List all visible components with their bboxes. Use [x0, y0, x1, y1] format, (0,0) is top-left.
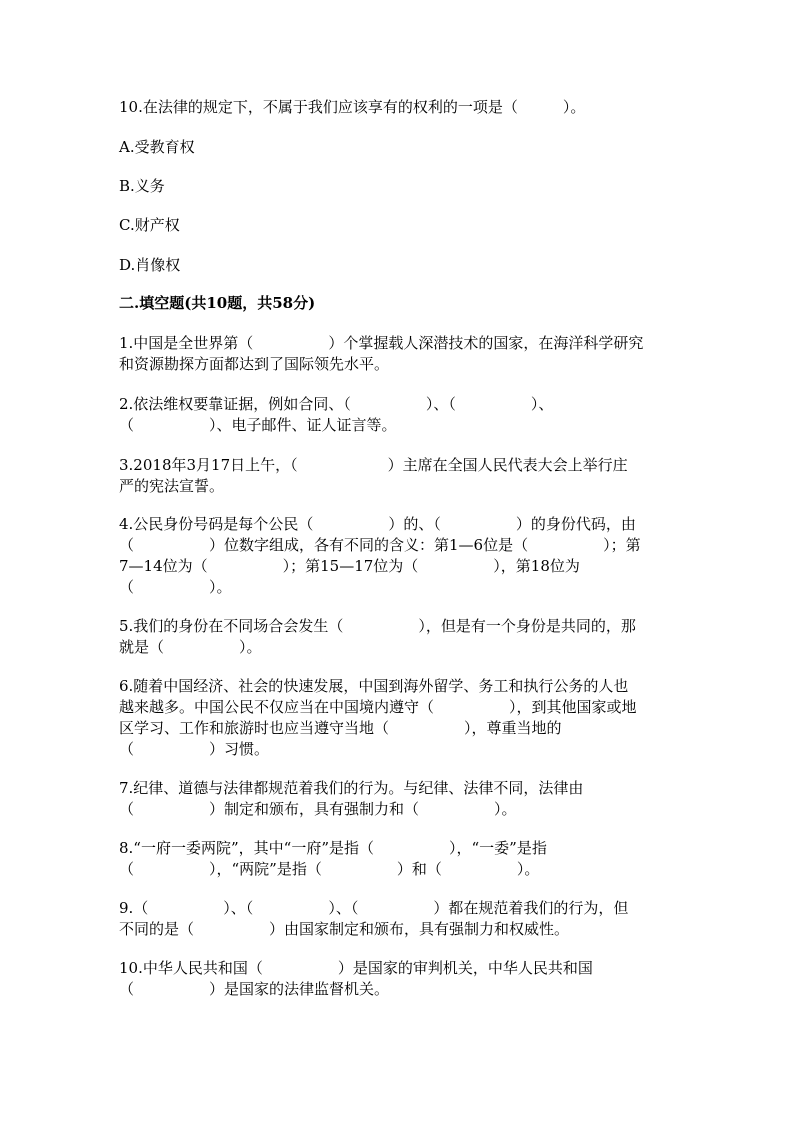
q5-line1: 5.我们的身份在不同场合会发生（ ），但是有一个身份是共同的，那 [119, 617, 636, 635]
q5-line2: 就是（ ）。 [119, 638, 262, 656]
q4-line2: （ ）位数字组成，各有不同的含义：第1—6位是（ ）；第 [119, 536, 641, 554]
q1-line1: 1.中国是全世界第（ ）个掌握载人深潜技术的国家，在海洋科学研究 [119, 334, 644, 352]
q8-line1: 8.“一府一委两院”，其中“一府”是指（ ），“一委”是指 [119, 839, 547, 857]
q4-line1: 4.公民身份号码是每个公民（ ）的、（ ）的身份代码，由 [119, 515, 636, 533]
q7-line2: （ ）制定和颁布，具有强制力和（ ）。 [119, 800, 517, 818]
q9-line1: 9.（ ）、（ ）、（ ）都在规范着我们的行为，但 [119, 899, 629, 917]
q10-line1: 10.中华人民共和国（ ）是国家的审判机关，中华人民共和国 [119, 959, 593, 977]
q10-stem: 10.在法律的规定下，不属于我们应该享有的权利的一项是（ ）。 [119, 98, 586, 116]
q6-line1: 6.随着中国经济、社会的快速发展，中国到海外留学、务工和执行公务的人也 [119, 677, 629, 695]
q6-line3: 区学习、工作和旅游时也应当遵守当地（ ），尊重当地的 [119, 719, 562, 737]
q2-line2: （ ）、电子邮件、证人证言等。 [119, 416, 397, 434]
option-b: B.义务 [119, 177, 165, 195]
q7-line1: 7.纪律、道德与法律都规范着我们的行为。与纪律、法律不同，法律由 [119, 779, 584, 797]
q3-line2: 严的宪法宣誓。 [119, 477, 225, 495]
option-a: A.受教育权 [119, 138, 195, 156]
section-title: 二.填空题(共10题，共58分) [119, 294, 316, 312]
q9-line2: 不同的是（ ）由国家制定和颁布，具有强制力和权威性。 [119, 920, 570, 938]
option-d: D.肖像权 [119, 256, 181, 274]
q6-line4: （ ）习惯。 [119, 740, 270, 758]
q4-line3: 7—14位为（ ）；第15—17位为（ ），第18位为 [119, 557, 580, 575]
option-c: C.财产权 [119, 216, 180, 234]
q8-line2: （ ），“两院”是指（ ）和（ ）。 [119, 860, 540, 878]
q10-line2: （ ）是国家的法律监督机关。 [119, 980, 390, 998]
q3-line1: 3.2018年3月17日上午，（ ）主席在全国人民代表大会上举行庄 [119, 456, 628, 474]
q1-line2: 和资源勘探方面都达到了国际领先水平。 [119, 355, 390, 373]
q4-line4: （ ）。 [119, 578, 232, 596]
q2-line1: 2.依法维权要靠证据，例如合同、（ ）、（ ）、 [119, 395, 554, 413]
q6-line2: 越来越多。中国公民不仅应当在中国境内遵守（ ），到其他国家或地 [119, 698, 637, 716]
